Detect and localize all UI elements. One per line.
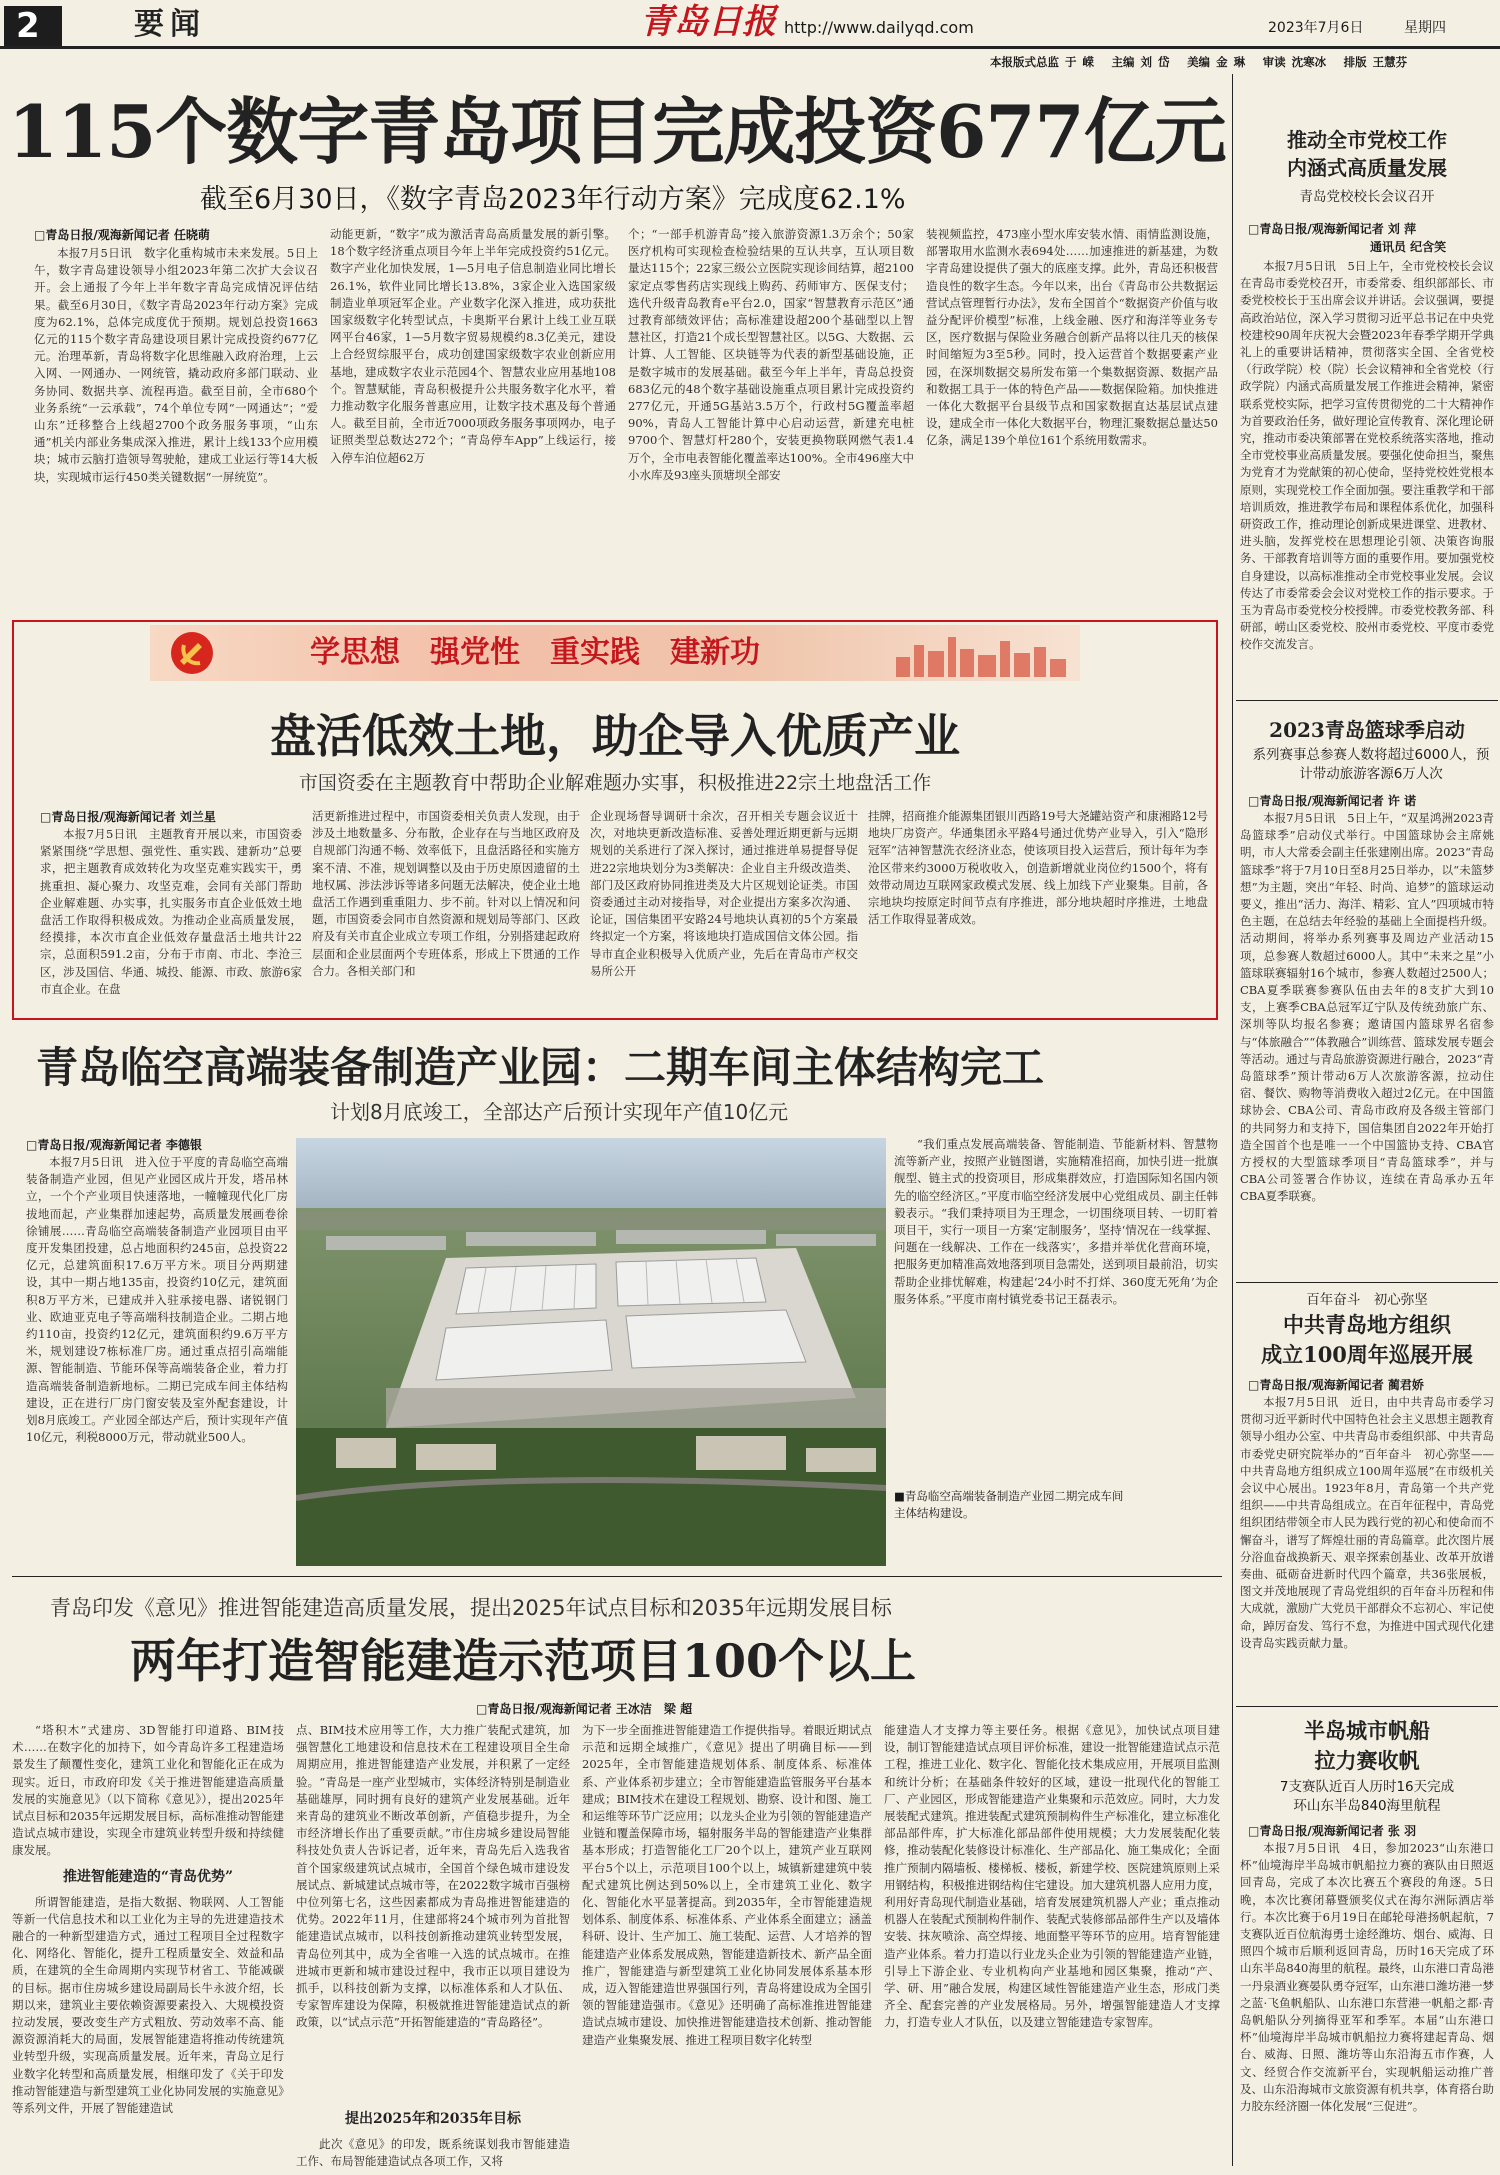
story2-col2-text: 活更新推进过程中，市国资委相关负责人发现，由于涉及土地数量多、分布散，企业存在与当地区政府及自规部门沟通不畅、效率低下，且盘活路径和实施方案不清、不准，规划调整以及由于历史原因遗留的土地权属、涉法涉诉等诸多问题无法解决，使企业土地盘活工作遇到重重阻力、步不前。针对以上情况和问题，市国资委会同市自然资源和规划局等部门、区政府及有关市直企业成立专项工作组，分别搭建起政府层面和企业层面两个专班体系，形成上下贯通的工作合力。各相关部门和	[312, 809, 580, 978]
credit-proofread: 审读 沈寒冰	[1262, 55, 1327, 69]
right3-byline: □青岛日报/观海新闻记者 蔺君娇	[1248, 1378, 1424, 1392]
right1-body-text: 本报7月5日讯 5日上午，全市党校校长会议在青岛市委党校召开，市委常委、组织部部长、市委党校校长于玉出席会议并讲话。会议强调，要提高政治站位，深入学习贯彻习近平总书记在中央党校建校90周年庆祝大会暨2023年春季学期开学典礼上的重要讲话精神，贯彻落实全国、全省党校（行政学院）校（院）长会议精神和全省党校（行政学院）内涵式高质量发展工作推进会精神，紧密联系党校实际，把学习宣传贯彻党的二十大精神作为首要政治任务，做好理论宣传教育、深化理论研究，推动市委决策部署在党校系统落实落地，推动全市党校事业高质量发展。要强化使命担当，聚焦为党育才为党献策的初心使命，坚持党校姓党根本原则，实现党校工作全面加强。要注重教学和干部培训质效，推进教学布局和课程体系优化，加强科研资政工作，推动理论创新成果进课堂、进教材、进头脑，发挥党校在思想理论引领、决策咨询服务、干部教育培训等方面的重要作用。要加强党校自身建设，以高标准推动全市党校事业发展。会议传达了市委常委会会议对党校工作的指示要求。于玉为青岛市委党校分校授牌。市委党校教务部、科研部，崂山区委党校、胶州市委党校、平度市委党校作交流发言。	[1240, 259, 1494, 652]
story2-byline: □青岛日报/观海新闻记者 刘兰星	[40, 810, 216, 824]
page-number-badge	[4, 6, 62, 46]
story4-col4	[884, 1722, 1220, 2170]
story1-col3	[628, 226, 914, 607]
story3-col1-text: 本报7月5日讯 进入位于平度的青岛临空高端装备制造产业园，但见产业园区成片开发，塔吊林立，一个个产业项目快速落地，一幢幢现代化厂房拔地而起，产业集群加速起势，高质量发展画卷徐徐铺展……青岛临空高端装备制造产业园项目由平度开发集团投建，总占地面积约245亩，总投资22亿元，总建筑面积17.6万平方米。项目分两期建设，其中一期占地135亩，投资约10亿元，建筑面积8万平方米，已建成并入驻承接电器、诸锐钢门业、欧迪亚克电子等高端科技制造企业。二期占地约110亩，投资约12亿元，建筑面积约9.6万平方米，规划建设7栋标准厂房。通过重点招引高端能源、智能制造、节能环保等高端装备企业，着力打造高端装备制造新地标。二期已完成车间主体结构建设，正在进行厂房门窗安装及室外配套建设，计划8月底竣工。产业园全部达产后，预计实现年产值10亿元，利税8000万元，带动就业500人。	[26, 1155, 288, 1445]
story3-headline[interactable]: 青岛临空高端装备制造产业园：二期车间主体结构完工	[36, 1043, 1045, 1092]
right3-kicker: 百年奋斗 初心弥坚	[1306, 1292, 1428, 1308]
paper-logo: 青岛日报	[640, 2, 776, 42]
right-rule-2	[1236, 1282, 1498, 1283]
right2-byline: □青岛日报/观海新闻记者 许 诺	[1248, 794, 1417, 808]
story4-col1b-text: 所谓智能建造，是指大数据、物联网、人工智能等新一代信息技术和以工业化为主导的先进建造技术融合的一种新型建造方式，通过工程项目全过程数字化、网络化、智能化，提升工程质量安全、效益和品质，在建筑的全生命周期内实现节材省工、节能减碳的目标。据市住房城乡建设局副局长牛永波介绍，长期以来，建筑业主要依赖资源要素投入、大规模投资拉动发展，要改变生产方式粗放、劳动效率不高、能源资源消耗大的局面，发展智能建造将推动传统建筑业转型升级，实现高质量发展。近年来，青岛立足行业数字化转型和高质量发展，相继印发了《关于印发推动智能建造与新型建筑工业化协同发展的实施意见》等系列文件，开展了智能建造试	[12, 1894, 284, 2116]
right2-headline[interactable]: 2023青岛篮球季启动	[1269, 718, 1465, 742]
story4-col2b-text: 此次《意见》的印发，既系统谋划我市智能建造工作、布局智能建造试点各项工作，又将	[296, 2137, 570, 2169]
story2-banner	[150, 625, 1080, 681]
story2-col3	[590, 808, 858, 1012]
credits-line	[990, 54, 1407, 70]
right4-subhead-line1: 7支赛队近百人历时16天完成	[1279, 1779, 1455, 1795]
issue-weekday: 星期四	[1404, 20, 1446, 36]
photo-caption: ■青岛临空高端装备制造产业园二期完成车间主体结构建设。	[894, 1489, 1124, 1520]
story2-col4	[868, 808, 1208, 1012]
masthead-rule	[0, 46, 1500, 49]
story1-subhead: 截至6月30日，《数字青岛2023年行动方案》完成度62.1%	[200, 184, 906, 215]
story1-col4	[926, 226, 1218, 607]
story2-col4-text: 挂牌，招商推介能源集团银川西路19号大尧罐站资产和康湘路12号地块厂房资产。华通集团永平路4号通过优势产业导入，引入“隐形冠军”洁神智慧洗衣经济业态，使该项目投入运营后，预计每年为李沧区带来约3000万税收收入，创造新增就业岗位约1500个，将有效带动周边互联网家政模式发展、线上加线下产业聚集。目前，各宗地块均按原定时间节点有序推进，部分地块超时序推进，土地盘活工作取得显著成效。	[868, 809, 1208, 927]
story1-col1	[34, 245, 318, 607]
right4-byline: □青岛日报/观海新闻记者 张 羽	[1248, 1824, 1417, 1838]
right-rule-1	[1236, 700, 1498, 701]
story4-headline[interactable]: 两年打造智能建造示范项目100个以上	[130, 1634, 917, 1688]
right3-body-text: 本报7月5日讯 近日，由中共青岛市委学习贯彻习近平新时代中国特色社会主义思想主题教育领导小组办公室、中共青岛市委组织部、中共青岛市委党史研究院举办的“百年奋斗 初心弥坚——中共青岛地方组织成立100周年巡展”在市级机关会议中心展出。1923年8月，青岛第一个共产党组织——中共青岛组成立。在百年征程中，青岛党组织团结带领全市人民为践行党的初心和使命而不懈奋斗，谱写了辉煌壮丽的青岛篇章。此次图片展分浴血奋战换新天、艰辛探索创基业、改革开放谱奏曲、砥砺奋进新时代四个篇章，共36张展板，图文并茂地展现了青岛党组织的百年奋斗历程和伟大成就，激励广大党员干部群众不忘初心、牢记使命，踔厉奋发、笃行不怠，为推进中国式现代化建设青岛实践贡献力量。	[1240, 1395, 1494, 1650]
right2-subhead: 系列赛事总参赛人数将超过6000人，预计带动旅游客源6万人次	[1252, 747, 1490, 782]
right4-subhead-line2: 环山东半岛840海里航程	[1293, 1798, 1441, 1814]
industrial-park-photo	[296, 1138, 886, 1566]
story1-headline[interactable]: 115个数字青岛项目完成投资677亿元	[8, 89, 1226, 174]
story3-byline: □青岛日报/观海新闻记者 李德银	[26, 1138, 202, 1152]
section-name: 要闻	[134, 7, 206, 42]
right2-body	[1240, 810, 1494, 1272]
aerial-view-icon	[296, 1138, 886, 1566]
story4-col3-text: 为下一步全面推进智能建造工作提供指导。着眼近期试点示范和远期全域推广，《意见》提出了明确目标——到2025年，全市智能建造规划体系、制度体系、标准体系、产业体系初步建立；全市智能建造监管服务平台基本建成；BIM技术在建设工程规划、勘察、设计和图、施工和运维等环节广泛应用；以龙头企业为引领的智能建造产业链和覆盖保障市场，辐射服务半岛的智能建造产业集群基本形成；打造智能化工厂20个以上，建筑产业互联网平台5个以上，示范项目100个以上，城镇新建建筑中装配式建筑比例达到50%以上，全市建筑工业化、数字化、智能化水平显著提高。到2035年，全市智能建造规划体系、制度体系、标准体系、产业体系全面建立；涵盖科研、设计、生产加工、施工装配、运营、人才培养的智能建造产业体系发展成熟，智能建造新技术、新产品全面推广，智能建造与新型建筑工业化协同发展体系基本形成，迈入智能建造世界强国行列，青岛将建设成为全国引领的智能建造强市。《意见》还明确了高标准推进智能建造试点城市建设、加快推进智能建造技术创新、推动智能建造产业集聚发展、推进工程项目数字化转型	[582, 1723, 872, 2047]
right3-headline[interactable]	[1240, 1310, 1494, 1370]
story4-col1-text: “塔积木”式建房、3D智能打印道路、BIM技术……在数字化的加持下，如今青岛许多工程建造场景发生了颠覆性变化，建筑工业化和智能化正在成为现实。近日，市政府印发《关于推进智能建造高质量发展的实施意见》（以下简称《意见》），提出2025年试点目标和2035年远期发展目标，高标准推动智能建造试点城市建设，实现全市建筑业转型升级和持续健康发展。	[12, 1723, 284, 1858]
right3-body	[1240, 1394, 1494, 1696]
party-emblem-icon	[170, 631, 214, 675]
right4-body-text: 本报7月5日讯 4日，参加2023“山东港口杯”仙境海岸半岛城市帆船拉力赛的赛队由日照返回青岛，完成了本次比赛五个赛段的角逐。5日晚，本次比赛闭幕暨颁奖仪式在海尔洲际酒店举行。本次比赛于6月19日在邮轮母港扬帆起航，7支赛队近百位航海勇士途经潍坊、烟台、威海、日照四个城市后顺利返回青岛，历时16天完成了环山东半岛840海里的航程。最终，山东港口青岛港一丹泉酒业赛晏队勇夺冠军，山东港口潍坊港一梦之蓝·飞鱼帆船队、山东港口东营港一帆船之都·青岛帆船队分列摘得亚军和季军。本届“山东港口杯”仙境海岸半岛城市帆船拉力赛将建起青岛、烟台、威海、日照、潍坊等山东沿海五市作赛，人文、经贸合作交流新平台，实现帆船运动推广普及、山东沿海城市文旅资源有机共享，体育搭台助力胶东经济圈一体化发展“三促进”。	[1240, 1841, 1494, 2114]
story4-col2-subhead: 提出2025年和2035年目标	[345, 2111, 521, 2127]
story4-col3	[582, 1722, 872, 2170]
right4-headline[interactable]	[1240, 1716, 1494, 1776]
story4-byline: □青岛日报/观海新闻记者 王冰洁 梁 超	[476, 1702, 693, 1716]
story3-col4-text: “我们重点发展高端装备、智能制造、节能新材料、智慧物流等新产业，按照产业链图谱，实施精准招商，加快引进一批旗舰型、链主式的投资项目，形成集群效应，打造国际知名国内领先的临空经济区。”平度市临空经济发展中心党组成员、副主任韩毅表示。“我们秉持项目为王理念，一切围绕项目转、一切盯着项目干，实行一项目一方案‘定制服务’，坚持‘情况在一线掌握、问题在一线解决、工作在一线落实’，多措并举优化营商环境，把服务更加精准高效地落到项目急需处，送到项目最前沿，切实帮助企业排忧解难，构建起‘24小时不打烊、360度无死角’为企服务体系。”平度市南村镇党委书记王磊表示。	[894, 1137, 1218, 1306]
credit-typeset: 排版 王慧芬	[1343, 55, 1408, 69]
story3-col4	[894, 1136, 1218, 1476]
right3-headline-line1: 中共青岛地方组织	[1283, 1312, 1451, 1337]
right4-body	[1240, 1840, 1494, 2170]
credit-design: 美编 金 琳	[1187, 55, 1246, 69]
story4-col4-text: 能建造人才支撑力等主要任务。根据《意见》，加快试点项目建设，制订智能建造试点项目评价标准，建设一批智能建造试点示范工程，推进工业化、数字化、智能化技术集成应用，开展项目监测和统计分析；在基础条件较好的区域，建设一批现代化的智能工厂、产业园区，形成智能建造产业集聚和示范效应。同时，大力发展装配式建筑。推进装配式建筑预制构件生产标准化，建立标准化部品部件库，扩大标准化部品部件使用规模；大力发展装配化装修，推动装配化装修设计标准化、生产部品化、施工集成化；全面推广预制内隔墙板、楼梯板、楼板，新建学校、医院建筑原则上采用钢结构，积极推进钢结构住宅建设。加大建筑机器人应用力度，利用好青岛现代制造业基础，培育发展建筑机器人产业；重点推动机器人在装配式预制构件制作、装配式装修部品部件生产以及墙体安装、抹灰喷涂、高空焊接、地面整平等环节的应用。培育智能建造产业体系。着力打造以行业龙头企业为引领的智能建造产业链，引导上下游企业、专业机构向产业基地和园区集聚，推动“产、学、研、用”融合发展，构建区域性智能建造产业生态，形成门类齐全、配套完善的产业发展格局。另外，增强智能建造人才支撑力，打造专业人才队伍，以及建立智能建造专家智库。	[884, 1723, 1220, 2030]
right-rule-3	[1236, 1706, 1498, 1707]
story2-subhead: 市国资委在主题教育中帮助企业解难题办实事，积极推进22宗土地盘活工作	[298, 772, 932, 794]
story3-subhead: 计划8月底竣工，全部达产后预计实现年产值10亿元	[330, 1100, 789, 1124]
story2-col1	[40, 826, 302, 1012]
right4-headline-line1: 半岛城市帆船	[1304, 1718, 1430, 1743]
story3-col1	[26, 1154, 288, 1554]
story4-col2-text: 点、BIM技术应用等工作，大力推广装配式建筑，加强智慧化工地建设和信息技术在工程建设项目全生命周期应用，推进智能建造产业发展，并积累了一定经验。“青岛是一座产业型城市，实体经济特别是制造业基础雄厚，同时拥有良好的建筑产业发展基础。近年来青岛的建筑业不断改革创新，产值稳步提升，为全市经济增长作出了重要贡献。”市住房城乡建设局智能科技处负责人告诉记者，近年来，青岛先后入选我省首个国家级建筑试点城市，全国首个绿色城市建设发展试点、新城建试点城市等，在2022数字城市百强榜中位列第七名，这些因素都成为青岛推进智能建造的优势。2022年11月，住建部将24个城市列为首批智能建造试点城市，以科技创新推动建筑业转型发展，青岛位列其中，成为全省唯一入选的试点城市。在推进城市更新和城市建设过程中，我市正以项目建设为抓手，以科技创新为支撑，以标准体系和人才队伍、专家智库建设为保障，积极就推进智能建造试点的新政策，以“试点示范”开拓智能建造的“青岛路径”。	[296, 1723, 570, 2030]
right1-headline[interactable]	[1240, 126, 1494, 182]
story1-col3-text: 个；“一部手机游青岛”接入旅游资源1.3万余个；50家医疗机构可实现检查检验结果的互认共享，互认项目数量达115个；22家三级公立医院实现诊间结算，超2100家定点零售药店实现线上购药、药师审方、医保支付；选代升级青岛教育e平台2.0，国家“智慧教育示范区”通过教育部绩效评估；高标准建设超200个基础型以上智慧社区，打造21个成长型智慧社区。以5G、大数据、云计算、人工智能、区块链等为代表的新型基础设施，正是数字城市的发展基础。截至今年上半年，青岛总投资683亿元的48个数字基础设施重点项目累计完成投资约277亿元，开通5G基站3.5万个，行政村5G覆盖率超90%，青岛人工智能计算中心启动运营，新建充电桩9700个、智慧灯杆280个，安装更换物联网燃气表1.4万个，全市电表智能化覆盖率达100%。全市496座大中小水库及93座头顶塘坝全部安	[628, 227, 914, 482]
credit-editor-chief: 本报版式总监 于 嵘	[990, 55, 1095, 69]
section-rule	[12, 1576, 1222, 1577]
story1-byline: □青岛日报/观海新闻记者 任晓萌	[34, 228, 210, 242]
column-divider	[1232, 74, 1233, 2166]
credit-editor: 主编 刘 岱	[1111, 55, 1170, 69]
story4-kicker: 青岛印发《意见》推进智能建造高质量发展，提出2025年试点目标和2035年远期发展目标	[50, 1596, 892, 1620]
right1-headline-line1: 推动全市党校工作	[1287, 128, 1447, 152]
story2-col1-text: 本报7月5日讯 主题教育开展以来，市国资委紧紧围绕“学思想、强党性、重实践、建新功”总要求，把主题教育成效转化为攻坚克难实践实干，勇挑重担、凝心聚力、攻坚克难，会同有关部门帮助企业解难题、办实事，扎实服务市直企业低效土地盘活工作取得积极成效。为推动企业高质量发展，经摸排，本次市直企业低效存量盘活土地共计22宗，总面积591.2亩，分布于市南、市北、李沧三区，涉及国信、华通、城投、能源、市政、旅游6家市直企业。在盘	[40, 827, 302, 996]
banner-slogan: 学思想 强党性 重实践 建新功	[310, 635, 760, 670]
right4-headline-line2: 拉力赛收帆	[1314, 1748, 1420, 1773]
story2-headline[interactable]: 盘活低效土地，助企导入优质产业	[270, 709, 960, 763]
paper-url[interactable]: http://www.dailyqd.com	[784, 18, 974, 37]
right2-body-text: 本报7月5日讯 5日上午，“双星鸿洲2023青岛篮球季”启动仪式举行。中国篮球协会主席姚明，市人大常委会副主任张建刚出席。2023“青岛篮球季”将于7月10日至8月25日举办，以“未篮梦想”为主题，突出“年轻、时尚、追梦”的篮球运动要义，推出“活力、海洋、精彩、宜人”四项城市特色主题，在总结去年经验的基础上全面提档升级。活动期间，将举办系列赛事及周边产业活动15项，总参赛人数超过6000人。其中“未来之星”小篮球联赛辐射16个城市，参赛人数超过2500人；CBA夏季联赛参赛队伍由去年的8支扩大到10支，上赛季CBA总冠军辽宁队及传统劲旅广东、深圳等队均报名参赛；邀请国内篮球界名宿参与“体旅融合”“体教融合”训练营、篮球发展专题会等活动。通过与青岛旅游资源进行融合，2023“青岛篮球季”预计带动6万人次旅游客源，拉动住宿、餐饮、购物等消费收入超过2亿元。在中国篮球协会、CBA公司、青岛市政府及各级主管部门的共同努力和支持下，国信集团自2022年开始打造全国首个也是唯一一个中国篮协支持、CBA官方授权的大型篮球季项目“青岛篮球季”，并与CBA公司签署合作协议，连续在青岛承办五年CBA夏季联赛。	[1240, 811, 1494, 1204]
story2-col3-text: 企业现场督导调研十余次，召开相关专题会议近十次，对地块更新改造标准、妥善处理近期更新与远期规划的关系进行了深入探讨，通过推进单易提督导促进22宗地块划分为3类解决：企业自主升级改造类、部门及区政府协同推进类及大片区规划论证类。市国资委通过主动对接指导，对企业提出方案多次沟通、论证，国信集团平安路24号地块认真初的5个方案最终拟定一个方案，将该地块打造成国信文体公园。指导市直企业积极导入优质产业，先后在青岛市产权交易所公开	[590, 809, 858, 978]
story1-col2	[330, 226, 616, 607]
page-number: 2	[16, 6, 40, 46]
right1-subhead: 青岛党校校长会议召开	[1299, 189, 1435, 205]
story1-col1-text: 本报7月5日讯 数字化重构城市未来发展。5日上午，数字青岛建设领导小组2023年第二次扩大会议召开。会上通报了今年上半年数字青岛完成情况评估结果。截至6月30日，《数字青岛2023年行动方案》完成度为62.1%，总体完成度优于预期。规划总投资1663亿元的115个数字青岛建设项目累计完成投资约677亿元。治理革新，青岛将数字化思维融入政府治理，上云入网、一网通办、一网统管，撬动政府多部门联动、业务协同、数据共享、流程再造。截至目前，全市680个业务系统“一云承载”，74个单位专网“一网通达”；“爱山东”迁移整合上线超2700个政务服务事项，“山东通”机关内部业务集成深入推进，累计上线133个应用模块；城市云脑打造领导驾驶舱，建成工业运行等14大板块，实现城市运行450类关键数据“一屏统览”。	[34, 246, 318, 484]
right3-headline-line2: 成立100周年巡展开展	[1261, 1342, 1473, 1367]
skyline-icon	[890, 631, 1070, 677]
story1-col2-text: 动能更新，“数字”成为激活青岛高质量发展的新引擎。18个数字经济重点项目今年上半年完成投资约51亿元。数字产业化加快发展，1—5月电子信息制造业同比增长26.1%，软件业同比增长13.8%，3家企业入选国家级制造业单项冠军企业。产业数字化深入推进，成功获批国家级数字化转型试点，卡奥斯平台累计上线工业互联网平台46家，1—5月数字贸易规模约8.3亿美元，建设上合经贸综服平台，成功创建国家级数字农业创新应用基地，建成数字农业示范园4个、智慧农业应用基地108个。智慧赋能，青岛积极提升公共服务数字化水平，着力推动数字化服务普惠应用，让数字技术惠及每个普通人。截至目前，全市近7000项政务服务事项网办，电子证照类型总数达272个；“青岛停车App”上线运行，接入停车泊位超62万	[330, 227, 616, 465]
right1-headline-line2: 内涵式高质量发展	[1287, 156, 1447, 180]
story4-col1	[12, 1722, 284, 2170]
story1-col4-text: 装视频监控，473座小型水库安装水情、雨情监测设施，部署取用水监测水表694处……加速推进的新基建，为数字青岛建设提供了强大的底座支撑。此外，青岛还积极营造良性的数字生态。今年以来，出台《青岛市公共数据运营试点管理暂行办法》，发布全国首个“数据资产价值与收益分配评价模型”标准，上线金融、医疗和海洋等业务专区，医疗数据与保险业务融合创新产品将以往几天的核保时间缩短为3至5秒。同时，投入运营首个数据要素产业园，在深圳数据交易所发布第一个集数据资源、数据产品和数据工具于一体的特色产品——数据保险箱。加快推进一体化大数据平台县级节点和国家数据直达基层试点建设，建成全市一体化大数据平台，物理汇聚数据总量达50亿条，满足139个单位161个系统用数需求。	[926, 227, 1218, 448]
right1-byline2: 通讯员 纪含笑	[1370, 240, 1447, 254]
story2-col2	[312, 808, 580, 1012]
right1-body	[1240, 258, 1494, 686]
story4-col1-subhead: 推进智能建造的“青岛优势”	[62, 1868, 234, 1885]
right4-subhead	[1240, 1778, 1494, 1816]
story4-col2	[296, 1722, 570, 2170]
issue-date: 2023年7月6日	[1268, 20, 1364, 36]
right1-byline: □青岛日报/观海新闻记者 刘 萍	[1248, 222, 1417, 236]
